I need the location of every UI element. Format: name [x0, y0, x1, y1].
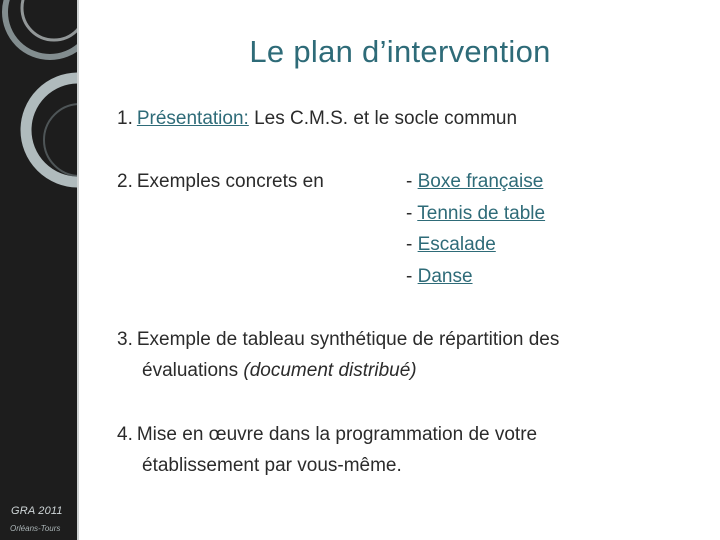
- item-number: 3.: [117, 329, 133, 350]
- sidebar-divider: [77, 0, 79, 540]
- danse-link[interactable]: Danse: [417, 265, 473, 287]
- dash: -: [406, 202, 418, 224]
- item-number: 4.: [117, 424, 133, 445]
- item-italic-text: (document distribué): [243, 360, 417, 381]
- item-number: 2.: [117, 171, 133, 192]
- item-line: [117, 355, 559, 386]
- list-item: [406, 198, 545, 230]
- activities-list: [406, 166, 545, 292]
- dash: -: [406, 265, 418, 287]
- item-text: établissement par vous-même.: [142, 455, 402, 476]
- list-item-4: [117, 419, 537, 481]
- footer-place: Orléans-Tours: [10, 524, 61, 533]
- dash: -: [406, 234, 418, 255]
- decorative-rings-icon: [0, 0, 77, 540]
- item-text: Exemples concrets en: [136, 171, 324, 192]
- list-item: [406, 166, 545, 198]
- item-text: évaluations: [142, 360, 244, 381]
- item-text: Mise en œuvre dans la programmation de votre: [136, 424, 538, 445]
- presentation-link[interactable]: Présentation:: [136, 108, 249, 129]
- escalade-link[interactable]: Escalade: [417, 234, 496, 255]
- item-line: [117, 324, 559, 355]
- list-item: [406, 261, 545, 293]
- list-item-1: [117, 103, 517, 134]
- page-title: Le plan d’intervention: [249, 34, 551, 69]
- item-line: [117, 419, 537, 450]
- item-text: Les C.M.S. et le socle commun: [248, 108, 518, 129]
- item-number: 1.: [117, 108, 133, 129]
- item-line: [117, 450, 537, 481]
- sidebar: [0, 0, 77, 540]
- list-item-2: [117, 166, 324, 197]
- footer-code: GRA 2011: [11, 505, 63, 517]
- list-item: [406, 229, 545, 261]
- boxe-francaise-link[interactable]: Boxe française: [417, 171, 544, 192]
- list-item-3: [117, 324, 559, 386]
- item-text: Exemple de tableau synthétique de répartition des: [136, 329, 560, 350]
- dash: -: [406, 171, 418, 192]
- tennis-de-table-link[interactable]: Tennis de table: [417, 202, 546, 224]
